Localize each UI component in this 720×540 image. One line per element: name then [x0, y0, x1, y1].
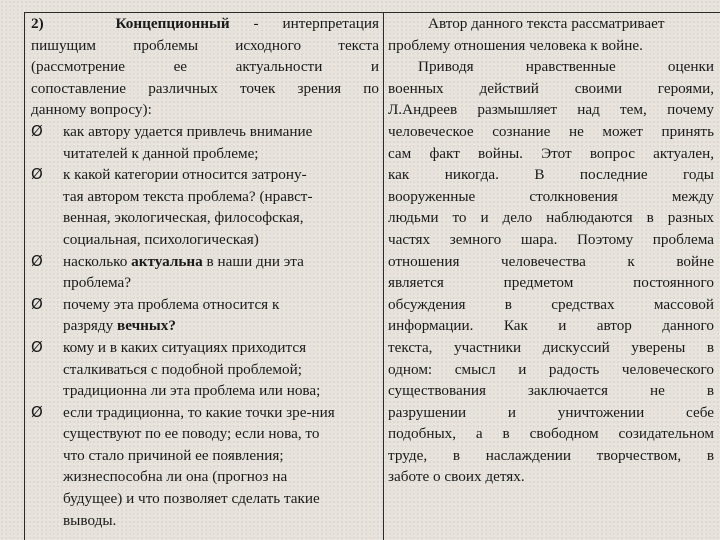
bullet-text: насколько [63, 252, 132, 270]
essay-line: существования заключается не в [388, 382, 714, 400]
essay-line: разрушении и уничтожении себе [388, 403, 714, 421]
intro-line-1 [31, 13, 379, 35]
arrowhead-bullet-icon: Ø [31, 121, 43, 140]
bullet-text: социальная, психологическая) [63, 230, 259, 248]
arrowhead-bullet-icon: Ø [31, 165, 43, 184]
left-column [25, 13, 384, 540]
bullet-item [31, 121, 379, 143]
bullet-text: выводы. [63, 511, 117, 529]
essay-line: одном: смысл и радость человеческого [388, 360, 714, 378]
item-number: 2) [31, 15, 44, 32]
two-column-table [24, 12, 720, 540]
bullet-text: будущее) и что позволяет сделать такие [63, 490, 320, 508]
arrowhead-bullet-icon: Ø [31, 294, 43, 313]
essay-line: военных действий своими героями, [388, 79, 714, 97]
bullet-item [31, 402, 379, 424]
essay-line: людьми то и дело наблюдаются в разных [388, 209, 714, 227]
bullet-text: что стало причиной ее появления; [63, 446, 284, 464]
bullet-text: разряду [63, 317, 118, 335]
essay-line: труде, в наслаждении творчеством, в [388, 446, 714, 464]
bullet-item [31, 294, 379, 316]
bullet-text: существуют по ее поводу; если нова, то [63, 425, 320, 443]
bullet-item [31, 164, 379, 186]
intro-line-1-rest: - интерпретация [253, 15, 379, 32]
bullet-text [31, 315, 379, 337]
intro-line: пишущим проблемы исходного текста [31, 36, 379, 54]
essay-line: проблему отношения человека к войне. [388, 36, 643, 54]
bullet-text: тая автором текста проблема? (нравст- [63, 187, 313, 205]
essay-line: отношения человечества к войне [388, 252, 714, 270]
arrowhead-bullet-icon: Ø [31, 402, 43, 421]
bullet-text: сталкиваться с подобной проблемой; [63, 360, 302, 378]
bullet-emphasis: актуальна [131, 252, 203, 270]
bullet-text: венная, экологическая, философская, [63, 209, 304, 227]
right-column [384, 13, 720, 540]
arrowhead-bullet-icon: Ø [31, 251, 43, 270]
essay-line: заботе о своих детях. [388, 468, 525, 486]
essay-line: частях земного шара. Поэтому проблема [388, 230, 714, 248]
bullet-item [31, 337, 379, 359]
intro-line: сопоставление различных точек зрения по [31, 79, 379, 97]
essay-line: текста, участники дискуссий уверены в [388, 338, 714, 356]
bullet-item [31, 251, 379, 273]
bullet-text: если традиционна, то какие точки зре-ния [63, 403, 335, 421]
bullet-text: как автору удается привлечь внимание [63, 122, 313, 140]
essay-line: подобных, а в свободном созидательном [388, 425, 714, 443]
bullet-text: проблема? [63, 274, 131, 292]
essay-line: человеческое сознание не может принять [388, 122, 714, 140]
essay-line: Л.Андреев размышляет над тем, почему [388, 101, 714, 119]
essay-line: как никогда. В последние годы [388, 166, 714, 184]
intro-line: данному вопросу): [31, 101, 152, 119]
arrowhead-bullet-icon: Ø [31, 337, 43, 356]
term-heading: Концепционный [115, 15, 230, 32]
bullet-text: читателей к данной проблеме; [63, 144, 259, 162]
bullet-text: традиционна ли эта проблема или нова; [63, 382, 321, 400]
bullet-text: кому и в каких ситуациях приходится [63, 338, 307, 356]
bullet-text: жизнеспособна ли она (прогноз на [63, 468, 288, 486]
bullet-text: в наши дни эта [202, 252, 304, 270]
intro-line: (рассмотрение ее актуальности и [31, 58, 379, 76]
essay-line: сам факт войны. Этот вопрос актуален, [388, 144, 714, 162]
essay-line: Автор данного текста рассматривает [428, 15, 665, 32]
essay-line: вооруженные столкновения между [388, 187, 714, 205]
essay-line: информации. Как и автор данного [388, 317, 714, 335]
bullet-emphasis: вечных? [117, 317, 176, 335]
essay-line: обсуждения в средствах массовой [388, 295, 714, 313]
essay-line: Приводя нравственные оценки [418, 58, 714, 76]
bullet-text: к какой категории относится затрону- [63, 166, 307, 184]
bullet-text: почему эта проблема относится к [63, 295, 280, 313]
essay-line: является предметом постоянного [388, 274, 714, 292]
